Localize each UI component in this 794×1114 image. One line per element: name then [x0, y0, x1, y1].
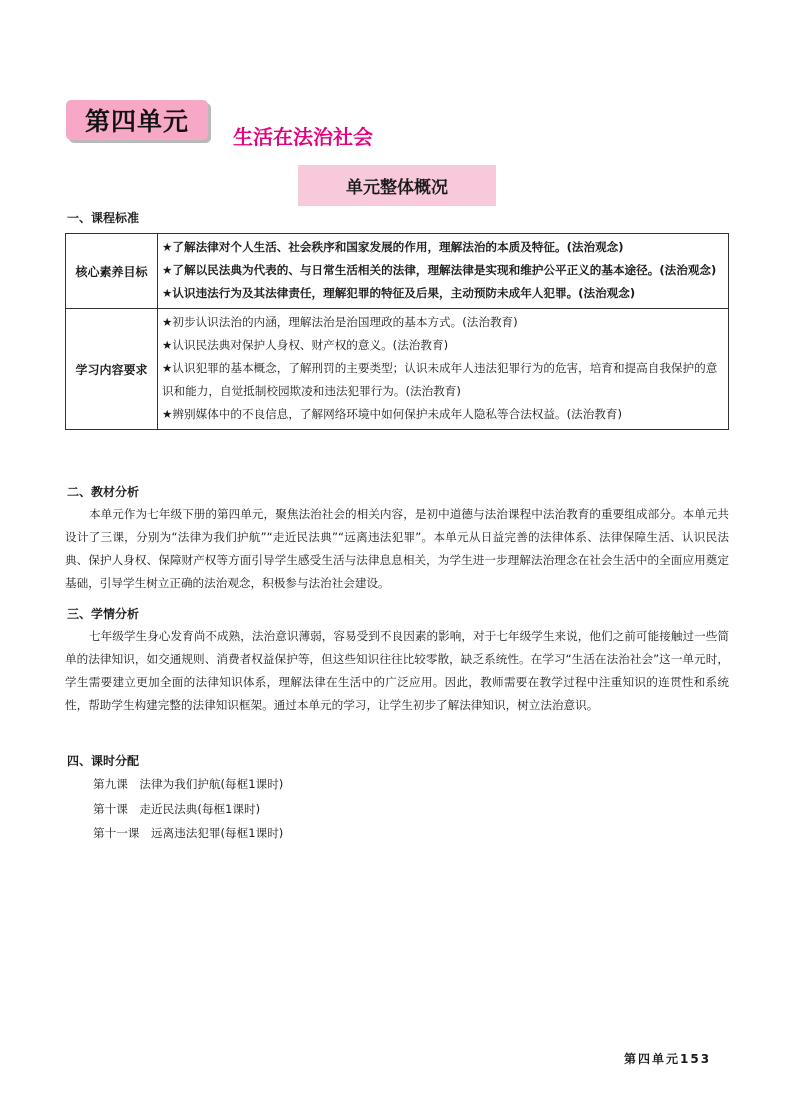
curriculum-table — [65, 233, 729, 430]
curriculum-heading: 一、课程标准 — [67, 211, 140, 225]
lesson-item: 第十一课 远离违法犯罪(每框1课时) — [93, 826, 284, 840]
list-item: ★了解以民法典为代表的、与日常生活相关的法律，理解法律是实现和维护公平正义的基本途径。(法治观念) — [162, 263, 717, 277]
table-row — [66, 309, 729, 430]
row-body — [158, 234, 729, 309]
table-row — [66, 234, 729, 309]
unit-title: 生活在法治社会 — [233, 125, 373, 149]
schedule-heading: 四、课时分配 — [67, 754, 140, 768]
unit-label-badge: 第四单元 — [66, 100, 208, 140]
textbook-analysis-text: 本单元作为七年级下册的第四单元，聚焦法治社会的相关内容，是初中道德与法治课程中法治教育的重要组成部分。本单元共设计了三课，分别为“法律为我们护航”“走近民法典”“远离违法犯罪”。本单元从日益完善的法律体系、法律保障生活、认识民法典、保护人身权、保障财产权等方面引导学生感受生活与法律息息相关，为学生进一步理解法治理念在社会生活中的全面应用奠定基础，引导学生树立正确的法治观念，积极参与法治社会建设。 — [65, 507, 729, 590]
page-number: 153 — [680, 1052, 712, 1066]
footer-unit: 第四单元 — [624, 1052, 681, 1066]
list-item: ★了解法律对个人生活、社会秩序和国家发展的作用，理解法治的本质及特征。(法治观念) — [162, 240, 624, 254]
list-item: ★认识犯罪的基本概念，了解刑罚的主要类型；认识未成年人违法犯罪行为的危害，培育和提高自我保护的意识和能力，自觉抵制校园欺凌和违法犯罪行为。(法治教育) — [162, 361, 718, 398]
student-heading: 三、学情分析 — [67, 607, 140, 621]
list-item: ★初步认识法治的内涵，理解法治是治国理政的基本方式。(法治教育) — [162, 315, 518, 329]
list-item: ★认识民法典对保护人身权、财产权的意义。(法治教育) — [162, 338, 449, 352]
lesson-item: 第十课 走近民法典(每框1课时) — [93, 802, 261, 816]
row-body — [158, 309, 729, 430]
overview-title: 单元整体概况 — [298, 165, 496, 206]
row-header: 学习内容要求 — [66, 309, 158, 430]
textbook-heading: 二、教材分析 — [67, 485, 140, 499]
page-footer — [624, 1050, 711, 1067]
list-item: ★辨别媒体中的不良信息，了解网络环境中如何保护未成年人隐私等合法权益。(法治教育) — [162, 407, 623, 421]
row-header: 核心素养目标 — [66, 234, 158, 309]
list-item: ★认识违法行为及其法律责任，理解犯罪的特征及后果，主动预防未成年人犯罪。(法治观念) — [162, 286, 636, 300]
lesson-item: 第九课 法律为我们护航(每框1课时) — [93, 777, 284, 791]
student-analysis-text: 七年级学生身心发育尚不成熟，法治意识薄弱，容易受到不良因素的影响，对于七年级学生来说，他们之前可能接触过一些简单的法律知识，如交通规则、消费者权益保护等，但这些知识往往比较零散，缺乏系统性。在学习“生活在法治社会”这一单元时，学生需要建立更加全面的法律知识体系，理解法律在生活中的广泛应用。因此，教师需要在教学过程中注重知识的连贯性和系统性，帮助学生构建完整的法律知识框架。通过本单元的学习，让学生初步了解法律知识，树立法治意识。 — [65, 629, 729, 712]
